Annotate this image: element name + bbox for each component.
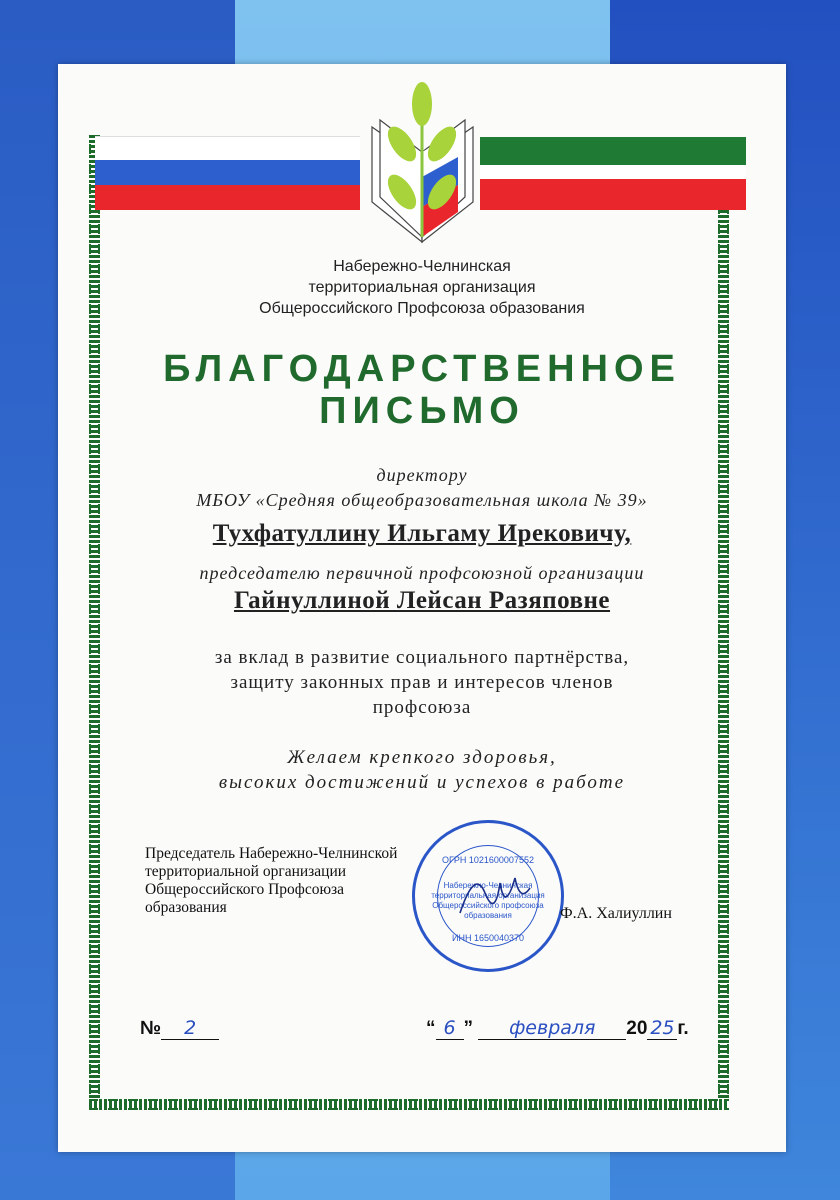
stamp-line: образования [464,911,512,920]
organization-name [58,256,786,319]
wishes-text [58,745,786,795]
reason-line: профсоюза [372,697,472,718]
title-line-1: БЛАГОДАРСТВЕННОЕ [163,348,681,390]
signatory-line: территориальной организации [145,863,347,880]
official-stamp [412,820,564,972]
document-number [140,1017,219,1040]
stamp-inn: ИНН 1650040370 [451,933,525,943]
signatory-line: Председатель Набережно-Челнинской [145,845,398,862]
stamp-ogrn: ОГРН 1021600007552 [442,855,534,865]
title-line-2: ПИСЬМО [319,390,525,432]
reason-line: за вклад в развитие социального партнёрства, [214,647,630,668]
signatory-title [145,845,397,917]
recipient1-school: МБОУ «Средняя общеобразовательная школа № 39» [196,490,648,510]
date-year-prefix: 20 [626,1018,648,1039]
signatory-line: Общероссийского Профсоюза [145,881,345,898]
date-day: 6 [436,1017,464,1040]
date-year-unit: г. [677,1018,689,1039]
document-date: “ 6 ” февраля 20 25 г. [426,1017,689,1039]
org-line: территориальная организация [308,279,536,296]
signatory-name: Ф.А. Халиуллин [560,905,672,922]
wish-line: высоких достижений и успехов в работе [218,772,626,793]
stamp-line: Набережно-Челнинская [443,881,533,890]
wish-line: Желаем крепкого здоровья, [287,747,557,768]
ornament-border-bottom [89,1099,729,1110]
org-line: Набережно-Челнинская [333,258,511,275]
handwritten-signature [455,863,535,923]
document-title [58,348,786,432]
date-year-suffix: 25 [647,1017,677,1040]
recipient1-position: директору [376,465,468,485]
recipient2-position: председателю первичной профсоюзной организации [199,563,645,583]
union-logo-icon [360,82,485,244]
date-month: февраля [478,1017,626,1040]
reason-line: защиту законных прав и интересов членов [230,672,614,693]
recipient1-name: Тухфатуллину Ильгаму Ирековичу, [212,520,632,547]
stamp-line: Общероссийского профсоюза [432,901,544,910]
signatory-line: образования [145,899,227,916]
number-label: № [140,1018,162,1039]
recipient2-name: Гайнуллиной Лейсан Разяповне [233,587,611,614]
org-line: Общероссийского Профсоюза образования [259,300,585,317]
reason-text [58,645,786,720]
stamp-line: территориальная организация [431,891,545,900]
number-value: 2 [161,1017,219,1040]
